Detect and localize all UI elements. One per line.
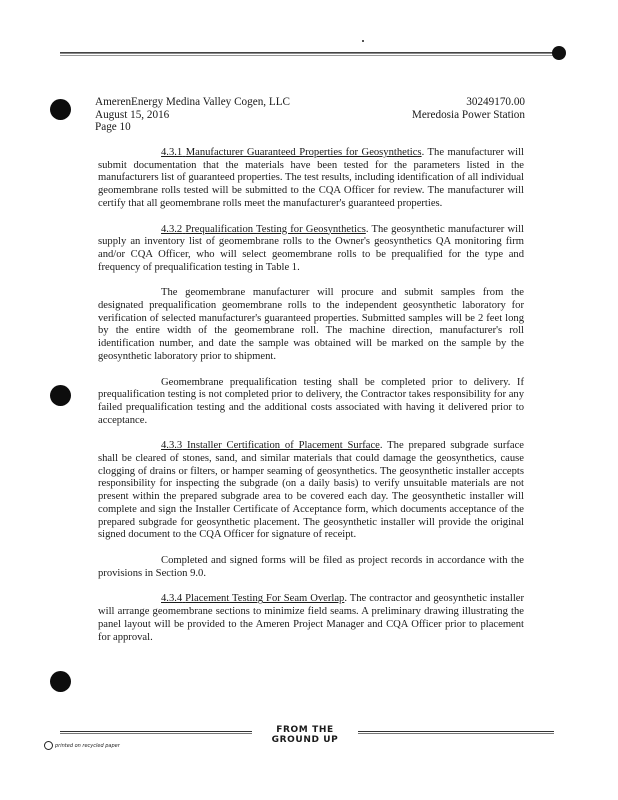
- section-heading: 4.3.4 Placement Testing For Seam Overlap: [161, 593, 345, 605]
- section-heading: 4.3.1 Manufacturer Guaranteed Properties for Geosynthetics: [161, 147, 422, 158]
- footer-rule-right: [358, 731, 554, 734]
- header-site: Meredosia Power Station: [411, 108, 525, 121]
- header-company: AmerenEnergy Medina Valley Cogen, LLC: [95, 96, 291, 108]
- section-4-3-4: 4.3.4 Placement Testing For Seam Overlap. The contractor and geosynthetic installer will arrange geomembrane sections to minimize field seams. A preliminary drawing illustrating the panel layout will be provided to the Ameren Project Manager and CQA Officer prior to placement for approval.: [98, 593, 525, 643]
- section-text: The geosynthetic manufacturer will supply an inventory list of geomembrane rolls to the Owner's geosynthetics QA monitoring firm and/or CQA Officer, who will select geomembrane rolls to be prequalified for the type and frequency of prequalification testing in Table 1.: [98, 223, 525, 273]
- punch-hole-icon: [50, 99, 71, 120]
- punch-hole-icon: [50, 385, 71, 406]
- header-date: August 15, 2016: [95, 108, 170, 121]
- logo-mark-icon: [552, 46, 566, 60]
- footer-rule-left: [60, 731, 252, 734]
- paragraph-samples: The geomembrane manufacturer will procure and submit samples from the designated prequalification geomembrane rolls to the independent geosynthetic laboratory for verification of selected manufacturer's guaranteed properties. Submitted samples will be 2 feet long by the entire width of the geomembrane roll. The machine direction, manufacturer's roll identification number, and date the sample was obtained will be marked on the sample by the geosynthetic laboratory prior to shipment.: [98, 287, 524, 362]
- section-heading: 4.3.3 Installer Certification of Placement Surface: [161, 440, 380, 452]
- section-heading: 4.3.2 Prequalification Testing for Geosynthetics: [161, 223, 366, 235]
- recycle-icon: [44, 741, 53, 750]
- section-4-3-2: 4.3.2 Prequalification Testing for Geosynthetics. The geosynthetic manufacturer will supply an inventory list of geomembrane rolls to the Owner's geosynthetics QA monitoring firm and/or CQA Officer, who will select geomembrane rolls to be prequalified for the type and frequency of prequalification testing in Table 1.: [98, 223, 525, 273]
- top-rule: [60, 52, 554, 54]
- section-4-3-1: 4.3.1 Manufacturer Guaranteed Properties for Geosynthetics. The manufacturer will submit documentation that the materials have been tested for the parameters listed in the manufacturers list of guaranteed properties. The test results, including identification of all individual geomembrane rolls tested will be submitted to the CQA Officer for review. The manufacturer will certify that all geomembrane rolls meet the manufacturer's guaranteed properties.: [98, 147, 524, 209]
- section-text: The manufacturer will submit documentation that the materials have been tested for the parameters listed in the manufacturers list of guaranteed properties. The test results, including identification of all individual geomembrane rolls tested will be submitted to the CQA Officer for review. The manufacturer will certify that all geomembrane rolls meet the manufacturer's guaranteed properties.: [98, 147, 524, 209]
- top-rule-secondary: [60, 55, 554, 56]
- document-body: [98, 147, 524, 644]
- recycle-note: printed on recycled paper: [44, 741, 120, 750]
- footer-tagline: FROM THE GROUND UP: [271, 725, 339, 745]
- header-project-number: 30249170.00: [466, 96, 525, 108]
- header-page-number: Page 10: [95, 121, 131, 134]
- section-4-3-3: 4.3.3 Installer Certification of Placement Surface. The prepared subgrade surface shall be cleared of stones, sand, and similar materials that could damage the geosynthetics, cause clogging of drains or filters, or hamper seaming of geosynthetics. The geosynthetic installer accepts responsibility for inspecting the subgrade (on a daily basis) to verify unsuitable materials are not present within the prepared subgrade area to be covered each day. The geosynthetic installer will complete and sign the Installer Certificate of Acceptance form, which documents acceptance of the prepared subgrade for geosynthetic placement. The geosynthetic installer will provide the original signed document to the CQA Officer for signature of receipt.: [98, 440, 524, 541]
- section-text: The prepared subgrade surface shall be cleared of stones, sand, and similar materials that could damage the geosynthetics, cause clogging of drains or filters, or hamper seaming of geosynthetics. The geosynthetic installer accepts responsibility for inspecting the subgrade (on a daily basis) to verify unsuitable materials are not present within the prepared subgrade area to be covered each day. The geosynthetic installer will complete and sign the Installer Certificate of Acceptance form, which documents acceptance of the prepared subgrade for geosynthetic placement. The geosynthetic installer will provide the original signed document to the CQA Officer for signature of receipt.: [98, 440, 524, 541]
- paragraph-prequalification: Geomembrane prequalification testing shall be completed prior to delivery. If prequalification testing is not completed prior to delivery, the Contractor takes responsibility for any failed prequalification testing and the additional costs associated with having it delivered prior to acceptance.: [98, 376, 524, 426]
- paragraph-forms: Completed and signed forms will be filed as project records in accordance with the provisions in Section 9.0.: [98, 554, 524, 579]
- section-text: The contractor and geosynthetic installer will arrange geomembrane sections to minimize field seams. A preliminary drawing illustrating the panel layout will be provided to the Ameren Project Manager and CQA Officer prior to placement for approval.: [98, 593, 525, 643]
- scan-speck: [362, 40, 364, 42]
- punch-hole-icon: [50, 671, 71, 692]
